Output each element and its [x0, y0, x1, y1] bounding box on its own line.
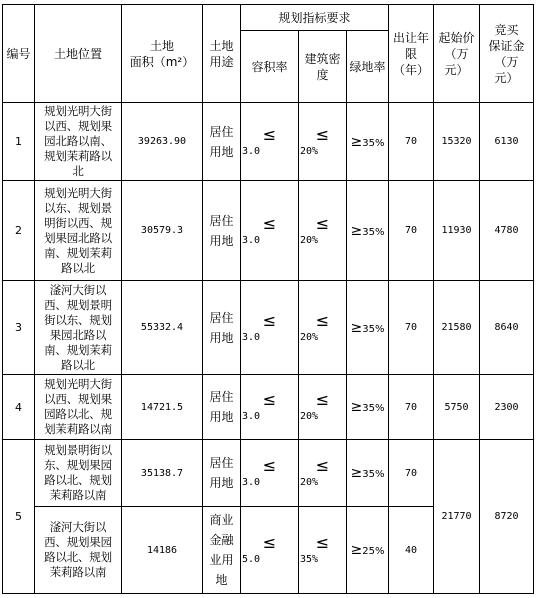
use-line: 用地 — [209, 233, 234, 248]
row-price: 11930 — [434, 181, 480, 281]
use-line: 用地 — [209, 476, 234, 490]
row-id: 4 — [3, 375, 35, 440]
green-symbol: ≥ — [350, 133, 363, 150]
location-line: 南、规划茉莉 — [44, 245, 112, 260]
row-area: 55332.4 — [122, 281, 203, 375]
use-line: 用地 — [209, 144, 234, 159]
use-line: 居住 — [209, 390, 234, 404]
far-value: 3.0 — [242, 234, 261, 246]
row-density — [299, 440, 347, 507]
density-symbol: ≤ — [315, 213, 330, 233]
row-use — [203, 103, 241, 181]
row-years: 40 — [389, 507, 434, 594]
header-use — [203, 5, 241, 103]
green-symbol: ≥ — [350, 319, 363, 336]
row-id: 1 — [3, 103, 35, 181]
header-deposit — [480, 5, 534, 103]
header-area-line1: 土地 — [149, 38, 174, 53]
row-use — [203, 375, 241, 440]
location-line: 园北路以南、 — [44, 134, 112, 148]
row-use — [203, 507, 241, 594]
far-value: 3.0 — [242, 477, 261, 488]
row-density — [299, 507, 347, 594]
location-line: 以东、规划景 — [44, 200, 112, 215]
far-value: 3.0 — [242, 331, 261, 343]
location-line: 滏河大街以 — [49, 520, 107, 534]
density-symbol: ≤ — [315, 124, 330, 144]
location-line: 规划光明大街 — [44, 377, 112, 391]
use-line: 居住 — [209, 456, 234, 470]
row-id: 5 — [3, 440, 35, 594]
row-location — [35, 281, 122, 375]
row-area: 39263.90 — [122, 103, 203, 181]
header-use-line1: 土地 — [209, 38, 234, 53]
table-row — [3, 281, 534, 375]
row-green — [347, 507, 389, 594]
row-price: 15320 — [434, 103, 480, 181]
header-price-line2: （万 — [444, 46, 469, 61]
density-value: 20% — [300, 477, 319, 488]
table-row — [3, 375, 534, 440]
use-line: 业用 — [209, 553, 234, 567]
use-line: 用地 — [209, 330, 234, 345]
row-years: 70 — [389, 281, 434, 375]
density-value: 35% — [300, 554, 319, 565]
header-indicators: 规划指标要求 — [241, 5, 389, 31]
row-deposit: 8720 — [480, 440, 534, 594]
location-line: 划茉莉路以南 — [44, 422, 112, 436]
table-row — [3, 103, 534, 181]
green-symbol: ≥ — [350, 222, 363, 239]
row-area: 14186 — [122, 507, 203, 594]
green-symbol: ≥ — [350, 399, 363, 415]
header-id: 编号 — [3, 5, 35, 103]
row-green — [347, 181, 389, 281]
row-green — [347, 281, 389, 375]
far-symbol: ≤ — [262, 456, 277, 475]
location-line: 茉莉路以南 — [49, 488, 107, 502]
header-years-line2: （年） — [392, 62, 429, 77]
location-line: 规划茉莉路以 — [44, 149, 112, 163]
header-far: 容积率 — [241, 31, 299, 103]
green-symbol: ≥ — [350, 465, 363, 481]
row-far — [241, 440, 299, 507]
row-use — [203, 281, 241, 375]
density-symbol: ≤ — [315, 456, 330, 475]
row-deposit: 4780 — [480, 181, 534, 281]
location-line: 南、规划茉莉 — [44, 342, 112, 357]
location-line: 街以东、规划 — [44, 312, 112, 327]
row-far — [241, 103, 299, 181]
table-row — [3, 181, 534, 281]
use-line: 居住 — [209, 124, 234, 139]
header-deposit-line2: 保证金 — [488, 38, 525, 53]
density-symbol: ≤ — [315, 310, 330, 330]
location-line: 茉莉路以南 — [49, 565, 107, 579]
location-line: 路以北 — [61, 260, 95, 275]
row-far — [241, 375, 299, 440]
location-line: 规划光明大街 — [44, 185, 112, 200]
row-years: 70 — [389, 103, 434, 181]
row-price: 21580 — [434, 281, 480, 375]
header-years — [389, 5, 434, 103]
row-far — [241, 281, 299, 375]
location-line: 规划光明大街 — [44, 104, 112, 118]
row-deposit: 2300 — [480, 375, 534, 440]
land-auction-table-container — [2, 4, 534, 594]
green-value: 35% — [362, 323, 385, 335]
location-line: 园路以北、规 — [44, 407, 112, 421]
use-line: 商业 — [209, 513, 234, 527]
use-line: 用地 — [209, 410, 234, 424]
header-location: 土地位置 — [35, 5, 122, 103]
header-years-line1: 出让年限 — [392, 30, 429, 61]
row-deposit: 8640 — [480, 281, 534, 375]
header-deposit-line1: 竞买 — [494, 22, 519, 37]
row-green — [347, 440, 389, 507]
header-area — [122, 5, 203, 103]
green-value: 35% — [362, 469, 385, 480]
far-symbol: ≤ — [262, 213, 277, 233]
location-line: 规划景明街以 — [44, 443, 112, 457]
header-price-line3: 元） — [444, 62, 469, 77]
header-use-line2: 用途 — [209, 54, 234, 69]
row-green — [347, 103, 389, 181]
location-line: 西、规划果园 — [44, 535, 112, 549]
location-line: 西、规划景明 — [44, 297, 112, 312]
row-area: 30579.3 — [122, 181, 203, 281]
location-line: 路以北 — [61, 357, 95, 372]
row-location — [35, 103, 122, 181]
row-price: 21770 — [434, 440, 480, 594]
table-row — [3, 440, 534, 507]
location-line: 以西、规划果 — [44, 119, 112, 133]
location-line: 北 — [72, 164, 84, 178]
use-line: 地 — [215, 573, 228, 587]
location-line: 明街以西、规 — [44, 215, 112, 230]
far-value: 3.0 — [242, 145, 261, 157]
density-symbol: ≤ — [315, 533, 330, 552]
far-symbol: ≤ — [262, 124, 277, 144]
far-symbol: ≤ — [262, 310, 277, 330]
header-density — [299, 31, 347, 103]
location-line: 以西、规划果 — [44, 392, 112, 406]
row-price: 5750 — [434, 375, 480, 440]
row-density — [299, 281, 347, 375]
header-deposit-line4: 元） — [494, 70, 519, 85]
use-line: 居住 — [209, 213, 234, 228]
row-density — [299, 103, 347, 181]
header-deposit-line3: （万 — [494, 54, 519, 69]
location-line: 滏河大街以 — [49, 282, 107, 297]
green-value: 35% — [362, 403, 385, 414]
location-line: 路以北、规划 — [44, 550, 112, 564]
header-area-line2: 面积（m²） — [129, 54, 195, 69]
header-green: 绿地率 — [347, 31, 389, 103]
row-far — [241, 507, 299, 594]
location-line: 路以北、规划 — [44, 473, 112, 487]
green-value: 35% — [362, 137, 385, 149]
header-density-line1: 建筑密 — [304, 51, 341, 66]
density-symbol: ≤ — [315, 390, 330, 409]
location-line: 划果园北路以 — [44, 230, 112, 245]
green-symbol: ≥ — [350, 542, 363, 558]
row-density — [299, 181, 347, 281]
far-value: 3.0 — [242, 411, 261, 422]
use-line: 居住 — [209, 310, 234, 325]
row-id: 3 — [3, 281, 35, 375]
row-density — [299, 375, 347, 440]
land-auction-table — [2, 4, 534, 594]
row-area: 14721.5 — [122, 375, 203, 440]
far-symbol: ≤ — [262, 533, 277, 552]
row-location — [35, 375, 122, 440]
row-far — [241, 181, 299, 281]
density-value: 20% — [300, 411, 319, 422]
density-value: 20% — [300, 145, 319, 157]
location-line: 果园北路以 — [49, 327, 107, 342]
density-value: 20% — [300, 331, 319, 343]
header-row-1 — [3, 5, 534, 31]
row-years: 70 — [389, 181, 434, 281]
row-location — [35, 507, 122, 594]
row-location — [35, 181, 122, 281]
far-value: 5.0 — [242, 554, 261, 565]
row-id: 2 — [3, 181, 35, 281]
green-value: 35% — [362, 226, 385, 238]
row-years: 70 — [389, 375, 434, 440]
use-line: 金融 — [209, 533, 234, 547]
green-value: 25% — [362, 546, 385, 557]
far-symbol: ≤ — [262, 390, 277, 409]
row-use — [203, 181, 241, 281]
row-deposit: 6130 — [480, 103, 534, 181]
row-location — [35, 440, 122, 507]
row-use — [203, 440, 241, 507]
location-line: 东、规划果园 — [44, 458, 112, 472]
density-value: 20% — [300, 234, 319, 246]
header-price — [434, 5, 480, 103]
header-density-line2: 度 — [316, 67, 329, 82]
row-green — [347, 375, 389, 440]
header-price-line1: 起始价 — [438, 30, 475, 45]
row-years: 70 — [389, 440, 434, 507]
row-area: 35138.7 — [122, 440, 203, 507]
